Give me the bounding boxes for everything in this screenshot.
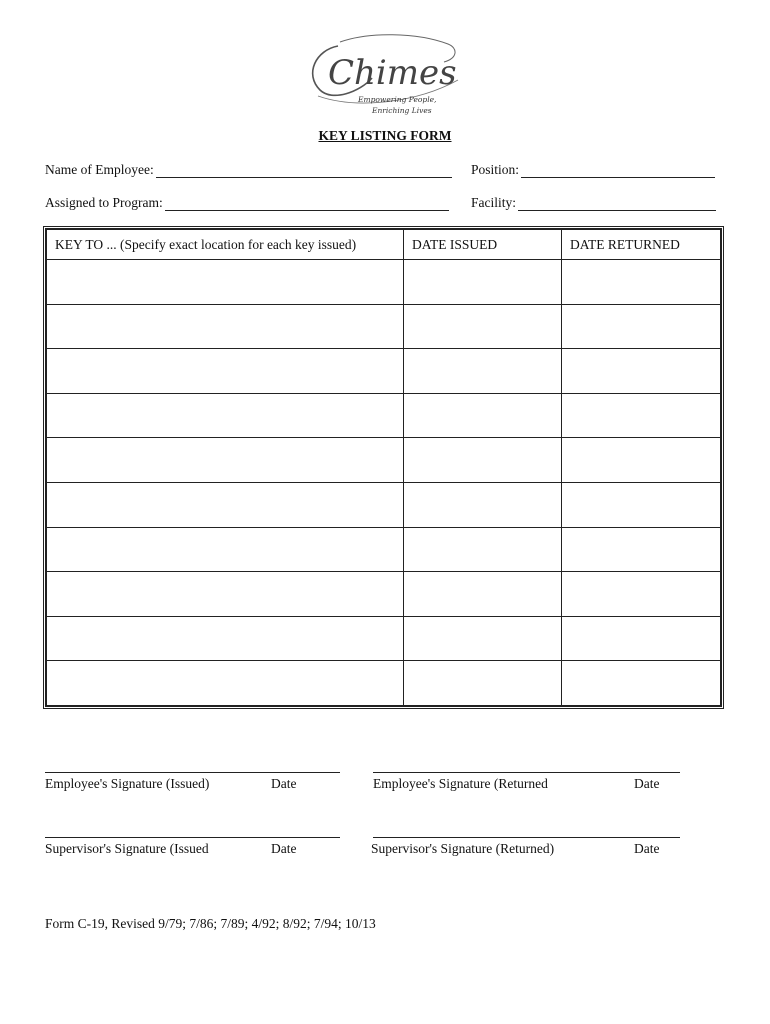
table-row (47, 661, 721, 706)
facility-input[interactable] (518, 196, 716, 211)
key-table (43, 226, 724, 709)
facility-field (471, 195, 716, 211)
header-date-returned: DATE RETURNED (562, 230, 721, 260)
date-returned-cell[interactable] (562, 527, 721, 572)
date-returned-cell[interactable] (562, 482, 721, 527)
date-returned-cell[interactable] (562, 438, 721, 483)
key-location-cell[interactable] (47, 482, 404, 527)
supervisor-issued-date-label: Date (271, 841, 297, 856)
table-row (47, 304, 721, 349)
date-issued-cell[interactable] (404, 304, 562, 349)
supervisor-issued-signature-line[interactable] (45, 837, 340, 838)
key-location-cell[interactable] (47, 527, 404, 572)
date-issued-cell[interactable] (404, 349, 562, 394)
supervisor-returned-date-label: Date (634, 841, 660, 856)
employee-returned-signature-line[interactable] (373, 772, 680, 773)
key-location-cell[interactable] (47, 393, 404, 438)
table-row (47, 393, 721, 438)
date-returned-cell[interactable] (562, 661, 721, 706)
table-row (47, 572, 721, 617)
key-location-cell[interactable] (47, 349, 404, 394)
table-row (47, 616, 721, 661)
date-returned-cell[interactable] (562, 304, 721, 349)
header-date-issued: DATE ISSUED (404, 230, 562, 260)
table-row (47, 260, 721, 305)
table-row (47, 482, 721, 527)
key-table-header-row (47, 230, 721, 260)
employee-name-input[interactable] (156, 163, 452, 178)
supervisor-returned-signature-label: Supervisor's Signature (Returned) (371, 841, 555, 856)
employee-name-label: Name of Employee: (45, 162, 154, 177)
table-row (47, 349, 721, 394)
position-label: Position: (471, 162, 520, 177)
facility-label: Facility: (471, 195, 516, 210)
key-location-cell[interactable] (47, 438, 404, 483)
date-issued-cell[interactable] (404, 438, 562, 483)
date-returned-cell[interactable] (562, 349, 721, 394)
chimes-logo (298, 30, 468, 118)
key-location-cell[interactable] (47, 572, 404, 617)
program-input[interactable] (165, 196, 449, 211)
form-revision-note: Form C-19, Revised 9/79; 7/86; 7/89; 4/92; 8/92; 7/94; 10/13 (45, 916, 376, 931)
date-issued-cell[interactable] (404, 482, 562, 527)
date-issued-cell[interactable] (404, 572, 562, 617)
date-issued-cell[interactable] (404, 393, 562, 438)
date-returned-cell[interactable] (562, 393, 721, 438)
supervisor-issued-signature-label: Supervisor's Signature (Issued (45, 841, 209, 856)
key-location-cell[interactable] (47, 304, 404, 349)
date-issued-cell[interactable] (404, 260, 562, 305)
chimes-logo-graphic (298, 30, 468, 118)
date-issued-cell[interactable] (404, 527, 562, 572)
program-label: Assigned to Program: (45, 195, 163, 210)
key-location-cell[interactable] (47, 661, 404, 706)
employee-issued-signature-label: Employee's Signature (Issued) (45, 776, 210, 791)
employee-returned-signature-label: Employee's Signature (Returned (373, 776, 548, 791)
key-location-cell[interactable] (47, 616, 404, 661)
form-title: KEY LISTING FORM (318, 128, 452, 143)
date-returned-cell[interactable] (562, 260, 721, 305)
key-location-cell[interactable] (47, 260, 404, 305)
logo-tagline-line2: Enriching Lives (372, 106, 432, 115)
date-returned-cell[interactable] (562, 616, 721, 661)
date-issued-cell[interactable] (404, 616, 562, 661)
table-row (47, 527, 721, 572)
employee-issued-signature-line[interactable] (45, 772, 340, 773)
date-issued-cell[interactable] (404, 661, 562, 706)
position-field (471, 162, 715, 178)
table-row (47, 438, 721, 483)
header-key-to: KEY TO ... (Specify exact location for each key issued) (47, 230, 404, 260)
date-returned-cell[interactable] (562, 572, 721, 617)
employee-returned-date-label: Date (634, 776, 660, 791)
position-input[interactable] (521, 163, 715, 178)
logo-tagline-line1: Empowering People, (358, 95, 437, 104)
employee-name-field (45, 162, 452, 178)
logo-wordmark: Chimes (328, 53, 457, 93)
program-field (45, 195, 449, 211)
employee-issued-date-label: Date (271, 776, 297, 791)
supervisor-returned-signature-line[interactable] (373, 837, 680, 838)
